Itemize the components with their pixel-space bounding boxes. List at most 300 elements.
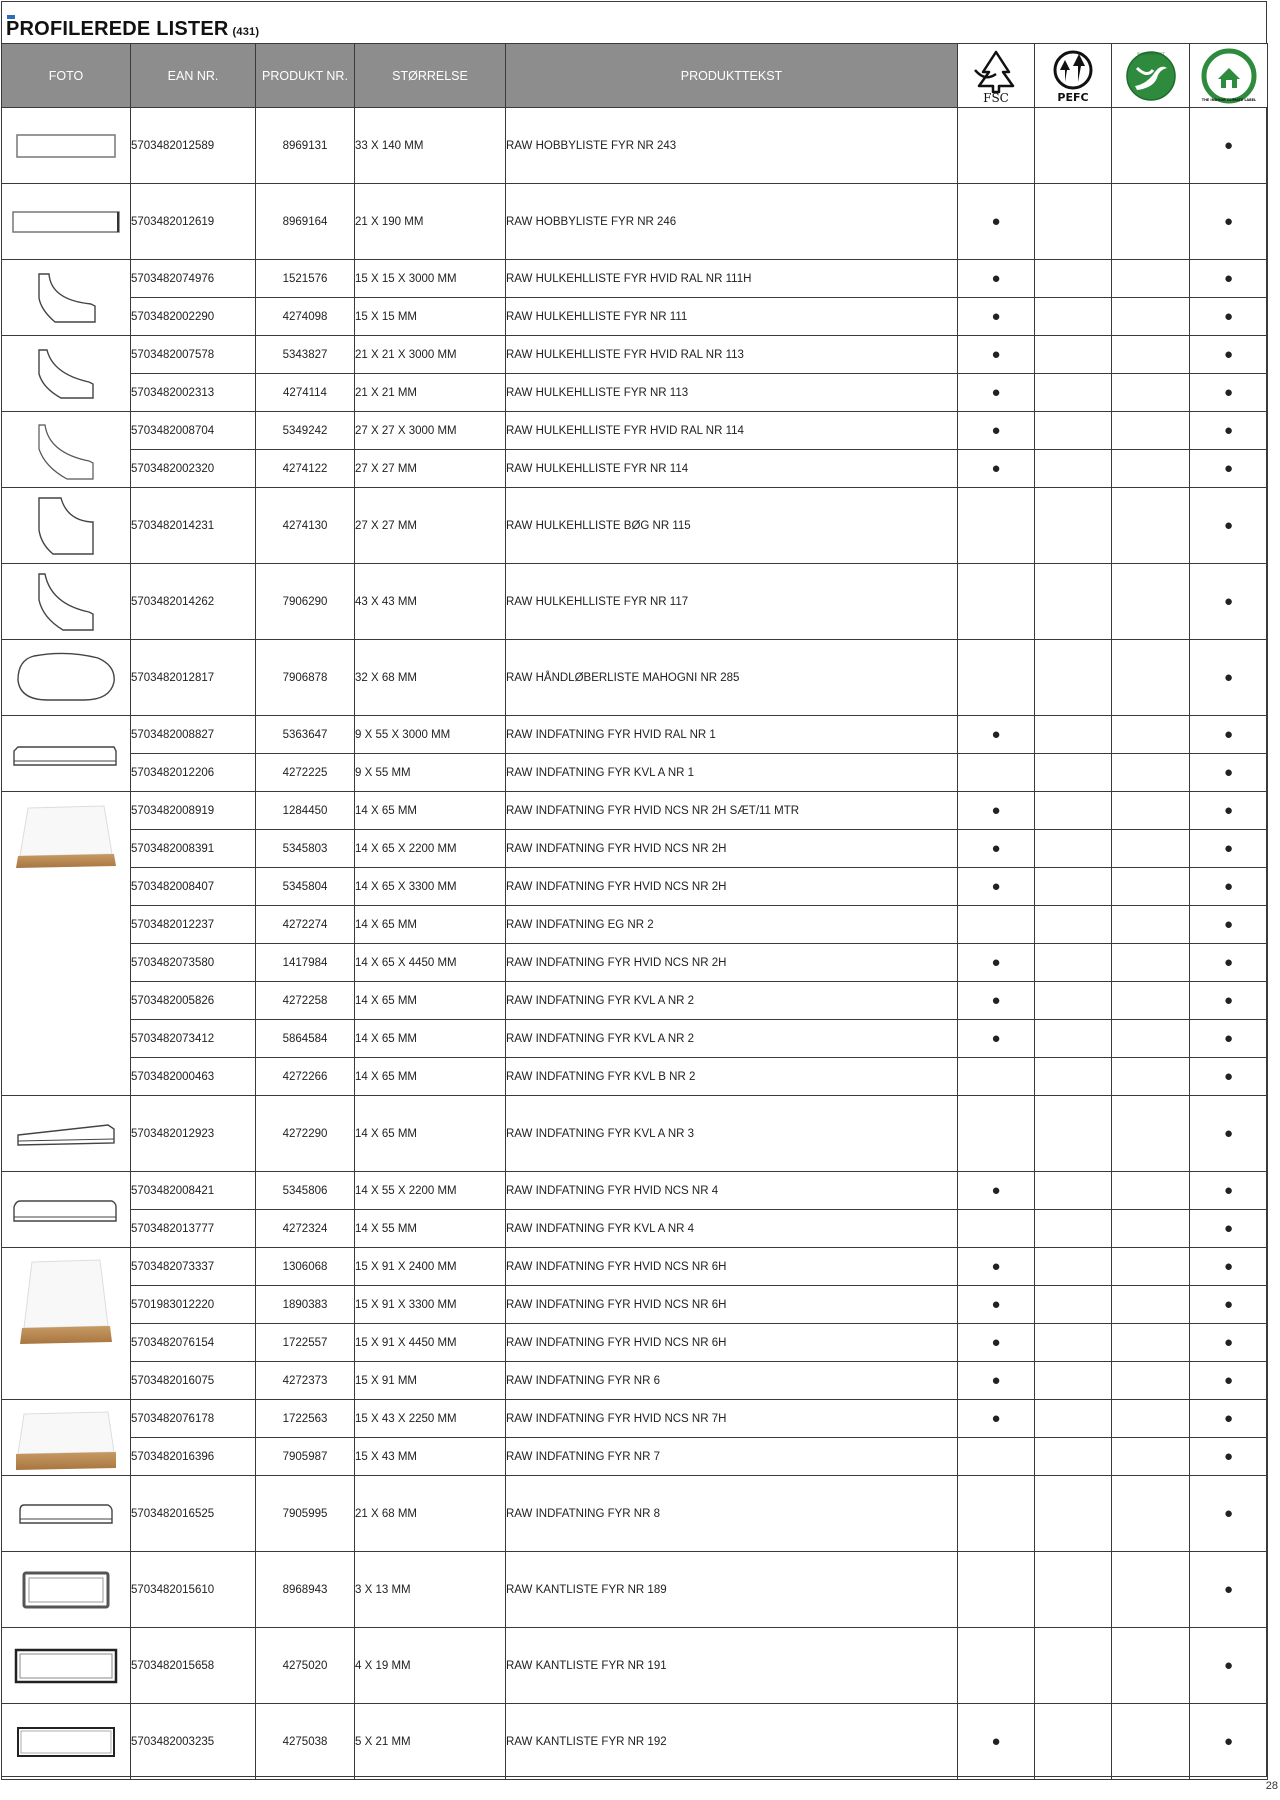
certified-dot-icon: ● [1223,1410,1234,1427]
product-number-cell: 1306068 [256,1248,355,1286]
certified-dot-icon: ● [991,346,1001,363]
certified-dot-icon: ● [1223,346,1234,363]
product-number-cell: 4272225 [256,754,355,792]
pefc-cert-cell [1035,716,1112,754]
page-title-text: PROFILEREDE LISTER [6,18,229,40]
pefc-cert-cell [1035,336,1112,374]
ean-cell: 5703482002320 [131,450,256,488]
certified-dot-icon: ● [1223,137,1234,154]
product-number-cell: 4275038 [256,1704,355,1780]
product-text-cell: RAW HULKEHLLISTE FYR NR 114 [506,450,958,488]
ean-cell: 5703482073412 [131,1020,256,1058]
ean-cell: 5703482073337 [131,1248,256,1286]
certified-dot-icon: ● [991,840,1001,857]
svane-cert-cell [1112,1552,1190,1628]
ean-cell: 5703482076154 [131,1324,256,1362]
pefc-cert-cell [1035,1628,1112,1704]
product-number-cell: 5345806 [256,1172,355,1210]
table-row [2,1552,1268,1628]
product-photo-cell [2,564,131,640]
product-text-cell: RAW INDFATNING FYR HVID NCS NR 2H [506,944,958,982]
table-row [2,1324,1268,1362]
product-photo-cell [2,1476,131,1552]
ean-cell: 5703482073580 [131,944,256,982]
size-cell: 14 X 65 MM [355,982,506,1020]
ean-cell: 5703482016396 [131,1438,256,1476]
col-fsc [958,44,1035,108]
pefc-cert-cell [1035,906,1112,944]
product-photo-cell [2,260,131,336]
svane-cert-cell [1112,1704,1190,1780]
svane-cert-cell [1112,450,1190,488]
indoor-cert-cell [1190,640,1268,716]
fsc-cert-cell [958,1476,1035,1552]
fsc-cert-cell [958,488,1035,564]
indoor-cert-cell [1190,944,1268,982]
certified-dot-icon: ● [1223,1733,1234,1750]
product-number-cell: 5345803 [256,830,355,868]
product-profile-image [2,1400,130,1474]
fsc-cert-cell [958,108,1035,184]
col-foto: FOTO [2,44,131,108]
indoor-cert-cell [1190,488,1268,564]
table-row [2,640,1268,716]
product-profile-image [2,494,130,558]
indoor-cert-cell [1190,1058,1268,1096]
product-number-cell: 4272274 [256,906,355,944]
product-number-cell: 4275020 [256,1628,355,1704]
size-cell: 14 X 65 MM [355,906,506,944]
indoor-cert-cell [1190,1704,1268,1780]
indoor-cert-cell [1190,1476,1268,1552]
table-row [2,1362,1268,1400]
size-cell: 14 X 55 X 2200 MM [355,1172,506,1210]
ean-cell: 5703482016525 [131,1476,256,1552]
pefc-cert-cell [1035,374,1112,412]
product-photo-cell [2,1096,131,1172]
certified-dot-icon: ● [1223,916,1234,933]
certified-dot-icon: ● [1223,270,1234,287]
product-text-cell: RAW HULKEHLLISTE FYR NR 113 [506,374,958,412]
ean-cell: 5703482074976 [131,260,256,298]
table-row [2,488,1268,564]
fsc-logo-icon [969,48,1023,104]
pefc-cert-cell [1035,1324,1112,1362]
certified-dot-icon: ● [1223,992,1234,1009]
size-cell: 14 X 65 MM [355,1096,506,1172]
product-number-cell: 7905995 [256,1476,355,1552]
product-number-cell: 7905987 [256,1438,355,1476]
table-row [2,1210,1268,1248]
size-cell: 14 X 65 MM [355,792,506,830]
page-number: 28 [1265,1780,1278,1792]
ean-cell: 5703482008919 [131,792,256,830]
size-cell: 9 X 55 MM [355,754,506,792]
table-row [2,1096,1268,1172]
pefc-cert-cell [1035,412,1112,450]
certified-dot-icon: ● [1223,764,1234,781]
size-cell: 5 X 21 MM [355,1704,506,1780]
table-row [2,260,1268,298]
product-text-cell: RAW HULKEHLLISTE FYR HVID RAL NR 114 [506,412,958,450]
product-photo-cell [2,336,131,412]
size-cell: 15 X 15 MM [355,298,506,336]
certified-dot-icon: ● [991,954,1001,971]
pefc-logo-icon [1046,48,1100,104]
certified-dot-icon: ● [991,1030,1001,1047]
certified-dot-icon: ● [991,1334,1001,1351]
fsc-cert-cell [958,868,1035,906]
certified-dot-icon: ● [1223,1448,1234,1465]
svane-cert-cell [1112,412,1190,450]
pefc-logo-text: PEFC [1057,90,1089,104]
product-text-cell: RAW HÅNDLØBERLISTE MAHOGNI NR 285 [506,640,958,716]
product-profile-image [2,652,130,704]
page-title-count: (431) [232,26,260,38]
certified-dot-icon: ● [1223,384,1234,401]
indoor-cert-cell [1190,412,1268,450]
product-photo-cell [2,716,131,792]
product-photo-cell [2,792,131,1096]
svane-cert-cell [1112,716,1190,754]
size-cell: 15 X 91 MM [355,1362,506,1400]
product-text-cell: RAW INDFATNING FYR NR 6 [506,1362,958,1400]
size-cell: 14 X 65 MM [355,1020,506,1058]
indoor-cert-cell [1190,1248,1268,1286]
svane-cert-cell [1112,640,1190,716]
fsc-cert-cell [958,298,1035,336]
indoor-cert-cell [1190,1552,1268,1628]
product-text-cell: RAW INDFATNING FYR HVID NCS NR 6H [506,1248,958,1286]
table-row [2,982,1268,1020]
certified-dot-icon: ● [991,1296,1001,1313]
certified-dot-icon: ● [1223,593,1234,610]
product-number-cell: 1521576 [256,260,355,298]
indoor-cert-cell [1190,792,1268,830]
indoor-cert-cell [1190,830,1268,868]
pefc-cert-cell [1035,450,1112,488]
pefc-cert-cell [1035,108,1112,184]
product-number-cell: 4272290 [256,1096,355,1172]
product-profile-image [2,570,130,634]
table-row [2,336,1268,374]
ean-cell: 5703482015610 [131,1552,256,1628]
size-cell: 14 X 65 MM [355,1058,506,1096]
size-cell: 21 X 21 X 3000 MM [355,336,506,374]
product-number-cell: 4274098 [256,298,355,336]
product-profile-image [2,133,130,159]
size-cell: 27 X 27 MM [355,450,506,488]
col-svanemaerket [1112,44,1190,108]
fsc-cert-cell [958,1324,1035,1362]
pefc-cert-cell [1035,868,1112,906]
certified-dot-icon: ● [991,384,1001,401]
size-cell: 27 X 27 MM [355,488,506,564]
svane-cert-cell [1112,184,1190,260]
product-photo-cell [2,412,131,488]
swan-ecolabel-icon [1123,48,1179,104]
certified-dot-icon: ● [991,802,1001,819]
fsc-cert-cell [958,1058,1035,1096]
col-ean: EAN NR. [131,44,256,108]
fsc-cert-cell [958,336,1035,374]
svane-cert-cell [1112,298,1190,336]
table-row [2,450,1268,488]
table-row [2,906,1268,944]
certified-dot-icon: ● [1223,422,1234,439]
pefc-cert-cell [1035,1286,1112,1324]
product-profile-image [2,1648,130,1684]
product-text-cell: RAW INDFATNING FYR KVL A NR 2 [506,1020,958,1058]
product-number-cell: 4274130 [256,488,355,564]
fsc-cert-cell [958,640,1035,716]
product-number-cell: 4272258 [256,982,355,1020]
certified-dot-icon: ● [991,1182,1001,1199]
product-photo-cell [2,1628,131,1704]
indoor-cert-cell [1190,374,1268,412]
ean-cell: 5703482012619 [131,184,256,260]
pefc-cert-cell [1035,184,1112,260]
svane-cert-cell [1112,868,1190,906]
indoor-cert-cell [1190,260,1268,298]
product-text-cell: RAW INDFATNING FYR HVID NCS NR 6H [506,1286,958,1324]
table-row [2,1172,1268,1210]
swan-ecolabel-text: SVANEMÆRKET [1136,51,1165,56]
ean-cell: 5703482008827 [131,716,256,754]
pefc-cert-cell [1035,488,1112,564]
table-row [2,716,1268,754]
certified-dot-icon: ● [1223,840,1234,857]
product-text-cell: RAW INDFATNING FYR HVID RAL NR 1 [506,716,958,754]
col-produkt-nr: PRODUKT NR. [256,44,355,108]
pefc-cert-cell [1035,1400,1112,1438]
ean-cell: 5703482005826 [131,982,256,1020]
fsc-cert-cell [958,1438,1035,1476]
table-row [2,1286,1268,1324]
product-text-cell: RAW INDFATNING FYR KVL A NR 3 [506,1096,958,1172]
certified-dot-icon: ● [1223,1258,1234,1275]
ean-cell: 5703482014231 [131,488,256,564]
product-table [1,43,1268,1780]
size-cell: 33 X 140 MM [355,108,506,184]
indoor-cert-cell [1190,906,1268,944]
svane-cert-cell [1112,1058,1190,1096]
certified-dot-icon: ● [991,1733,1001,1750]
ean-cell: 5703482012817 [131,640,256,716]
svane-cert-cell [1112,1438,1190,1476]
ean-cell: 5703482008407 [131,868,256,906]
certified-dot-icon: ● [991,460,1001,477]
ean-cell: 5703482003235 [131,1704,256,1780]
product-text-cell: RAW INDFATNING FYR HVID NCS NR 4 [506,1172,958,1210]
product-photo-cell [2,488,131,564]
certified-dot-icon: ● [1223,669,1234,686]
product-profile-image [2,1501,130,1527]
indoor-cert-cell [1190,1172,1268,1210]
fsc-cert-cell [958,1248,1035,1286]
product-number-cell: 5864584 [256,1020,355,1058]
ean-cell: 5703482002290 [131,298,256,336]
fsc-cert-cell [958,1210,1035,1248]
indoor-cert-cell [1190,298,1268,336]
indoor-cert-cell [1190,1324,1268,1362]
certified-dot-icon: ● [991,992,1001,1009]
size-cell: 43 X 43 MM [355,564,506,640]
product-profile-image [2,346,130,402]
pefc-cert-cell [1035,260,1112,298]
svane-cert-cell [1112,1172,1190,1210]
svane-cert-cell [1112,1248,1190,1286]
product-text-cell: RAW INDFATNING FYR NR 7 [506,1438,958,1476]
pefc-cert-cell [1035,1704,1112,1780]
ean-cell: 5703482008704 [131,412,256,450]
size-cell: 21 X 21 MM [355,374,506,412]
fsc-cert-cell [958,754,1035,792]
size-cell: 15 X 43 X 2250 MM [355,1400,506,1438]
product-profile-image [2,1570,130,1610]
svane-cert-cell [1112,1286,1190,1324]
fsc-cert-cell [958,716,1035,754]
product-text-cell: RAW INDFATNING EG NR 2 [506,906,958,944]
pefc-cert-cell [1035,298,1112,336]
size-cell: 14 X 55 MM [355,1210,506,1248]
svane-cert-cell [1112,260,1190,298]
certified-dot-icon: ● [1223,1296,1234,1313]
certified-dot-icon: ● [991,422,1001,439]
fsc-cert-cell [958,1020,1035,1058]
size-cell: 14 X 65 X 3300 MM [355,868,506,906]
table-row [2,184,1268,260]
size-cell: 15 X 91 X 2400 MM [355,1248,506,1286]
indoor-cert-cell [1190,1020,1268,1058]
product-profile-image [2,739,130,769]
ean-cell: 5703482012589 [131,108,256,184]
pefc-cert-cell [1035,1096,1112,1172]
product-text-cell: RAW KANTLISTE FYR NR 191 [506,1628,958,1704]
fsc-cert-cell [958,564,1035,640]
ean-cell: 5703482014262 [131,564,256,640]
product-text-cell: RAW INDFATNING FYR KVL B NR 2 [506,1058,958,1096]
indoor-cert-cell [1190,1400,1268,1438]
certified-dot-icon: ● [1223,1657,1234,1674]
table-row [2,1476,1268,1552]
pefc-cert-cell [1035,1362,1112,1400]
product-number-cell: 5363647 [256,716,355,754]
product-number-cell: 1722563 [256,1400,355,1438]
fsc-cert-cell [958,792,1035,830]
size-cell: 15 X 43 MM [355,1438,506,1476]
col-indoor-climate [1190,44,1268,108]
svane-cert-cell [1112,374,1190,412]
pefc-cert-cell [1035,1172,1112,1210]
product-photo-cell [2,1172,131,1248]
table-row [2,412,1268,450]
pefc-cert-cell [1035,1210,1112,1248]
certified-dot-icon: ● [1223,1505,1234,1522]
svane-cert-cell [1112,906,1190,944]
fsc-cert-cell [958,982,1035,1020]
product-text-cell: RAW INDFATNING FYR HVID NCS NR 2H [506,830,958,868]
product-photo-cell [2,184,131,260]
table-row [2,564,1268,640]
certified-dot-icon: ● [1223,308,1234,325]
fsc-cert-cell [958,1362,1035,1400]
size-cell: 14 X 65 X 2200 MM [355,830,506,868]
size-cell: 9 X 55 X 3000 MM [355,716,506,754]
product-number-cell: 4272266 [256,1058,355,1096]
product-profile-image [2,1248,130,1346]
pefc-cert-cell [1035,1438,1112,1476]
size-cell: 21 X 68 MM [355,1476,506,1552]
fsc-cert-cell [958,412,1035,450]
product-text-cell: RAW HOBBYLISTE FYR NR 243 [506,108,958,184]
col-storrelse: STØRRELSE [355,44,506,108]
size-cell: 27 X 27 X 3000 MM [355,412,506,450]
table-row [2,108,1268,184]
indoor-cert-cell [1190,868,1268,906]
product-text-cell: RAW HULKEHLLISTE BØG NR 115 [506,488,958,564]
fsc-cert-cell [958,1628,1035,1704]
svane-cert-cell [1112,982,1190,1020]
product-profile-image [2,270,130,326]
product-number-cell: 1722557 [256,1324,355,1362]
product-profile-image [2,792,130,870]
indoor-cert-cell [1190,1628,1268,1704]
indoor-cert-cell [1190,336,1268,374]
fsc-cert-cell [958,184,1035,260]
ean-cell: 5703482012237 [131,906,256,944]
table-row [2,1628,1268,1704]
certified-dot-icon: ● [1223,213,1234,230]
product-photo-cell [2,1400,131,1476]
size-cell: 3 X 13 MM [355,1552,506,1628]
indoor-cert-cell [1190,564,1268,640]
certified-dot-icon: ● [1223,1334,1234,1351]
svane-cert-cell [1112,754,1190,792]
size-cell: 14 X 65 X 4450 MM [355,944,506,982]
product-number-cell: 7906878 [256,640,355,716]
product-photo-cell [2,1552,131,1628]
fsc-cert-cell [958,1096,1035,1172]
ean-cell: 5703482002313 [131,374,256,412]
product-text-cell: RAW INDFATNING FYR KVL A NR 4 [506,1210,958,1248]
ean-cell: 5703482015658 [131,1628,256,1704]
svane-cert-cell [1112,1362,1190,1400]
table-row [2,1058,1268,1096]
fsc-cert-cell [958,1400,1035,1438]
table-row [2,830,1268,868]
product-number-cell: 5349242 [256,412,355,450]
product-text-cell: RAW INDFATNING FYR HVID NCS NR 7H [506,1400,958,1438]
product-number-cell: 7906290 [256,564,355,640]
table-row [2,1020,1268,1058]
indoor-cert-cell [1190,184,1268,260]
table-row [2,1438,1268,1476]
indoor-cert-cell [1190,1096,1268,1172]
ean-cell: 5703482012206 [131,754,256,792]
product-number-cell: 1284450 [256,792,355,830]
svane-cert-cell [1112,830,1190,868]
ean-cell: 5703482008391 [131,830,256,868]
fsc-cert-cell [958,450,1035,488]
table-row [2,1248,1268,1286]
table-row [2,754,1268,792]
product-text-cell: RAW INDFATNING FYR HVID NCS NR 2H SÆT/11 MTR [506,792,958,830]
indoor-cert-cell [1190,1438,1268,1476]
product-profile-image [2,419,130,481]
certified-dot-icon: ● [1223,1068,1234,1085]
certified-dot-icon: ● [1223,878,1234,895]
